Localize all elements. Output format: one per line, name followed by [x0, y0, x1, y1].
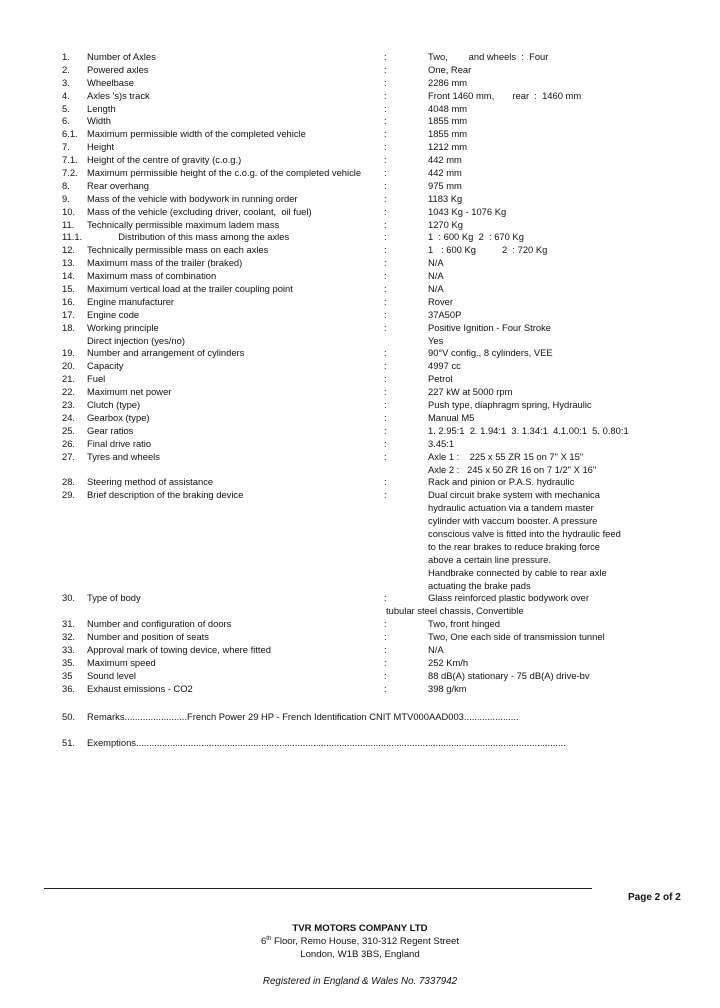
- spec-value: Axle 2 : 245 x 50 ZR 16 on 7 1/2" X 16": [428, 463, 597, 475]
- spec-row: [62, 580, 702, 593]
- remarks-number: 50.: [62, 711, 76, 722]
- spec-number: 3.: [62, 76, 70, 88]
- spec-colon: :: [384, 321, 387, 333]
- spec-colon: :: [384, 347, 387, 359]
- spec-value: cylinder with vaccum booster. A pressure: [428, 515, 598, 527]
- spec-row: [62, 154, 702, 167]
- spec-colon: :: [384, 308, 387, 320]
- spec-number: 1.: [62, 51, 70, 62]
- spec-colon: :: [384, 192, 387, 204]
- spec-row: [62, 90, 702, 103]
- spec-colon: :: [384, 283, 387, 295]
- spec-number: 13.: [62, 257, 76, 269]
- spec-value: N/A: [428, 257, 444, 269]
- spec-value: 442 mm: [428, 154, 462, 166]
- spec-row: [62, 309, 702, 322]
- spec-row: [62, 141, 702, 154]
- spec-value: 975 mm: [428, 179, 462, 191]
- spec-colon: :: [384, 141, 387, 153]
- spec-colon: :: [384, 373, 387, 385]
- spec-number: 15.: [62, 283, 76, 295]
- spec-number: 23.: [62, 399, 76, 411]
- spec-label: Technically permissible mass on each axles: [87, 244, 269, 256]
- company-name: TVR MOTORS COMPANY LTD: [292, 923, 428, 934]
- spec-number: 6.: [62, 115, 70, 127]
- remarks-text: Remarks........................French Power 29 HP - French Identification CNIT MTV000AAD003.....................: [87, 711, 519, 722]
- spec-value: Rover: [428, 295, 454, 307]
- spec-value: 1855 mm: [428, 115, 468, 127]
- spec-value: N/A: [428, 283, 444, 295]
- spec-value: above a certain line pressure.: [428, 553, 551, 565]
- spec-row: [62, 64, 702, 77]
- spec-value: hydraulic actuation via a tandem master: [428, 502, 594, 514]
- spec-colon: :: [384, 76, 387, 88]
- spec-label: Clutch (type): [87, 399, 141, 411]
- exemptions-number: 51.: [62, 737, 76, 748]
- exemptions-text: Exemptions.....................................................................................................................................................................: [87, 737, 566, 748]
- spec-row: [62, 502, 702, 515]
- spec-number: 2.: [62, 63, 70, 75]
- spec-value: Manual M5: [428, 411, 475, 423]
- company-address-line2: London, W1B 3BS, England: [300, 949, 420, 960]
- spec-row: [62, 644, 702, 657]
- spec-row: [62, 476, 702, 489]
- spec-number: 16.: [62, 295, 76, 307]
- spec-row: [62, 115, 702, 128]
- spec-number: 7.2.: [62, 167, 78, 179]
- spec-row: [62, 180, 702, 193]
- spec-label: Height of the centre of gravity (c.o.g.): [87, 154, 242, 166]
- spec-colon: :: [384, 386, 387, 398]
- spec-value: Handbrake connected by cable to rear axle: [428, 566, 607, 578]
- spec-number: 11.1.: [62, 231, 83, 243]
- spec-colon: :: [384, 489, 387, 501]
- spec-value: 1855 mm: [428, 128, 468, 140]
- spec-label: Number and arrangement of cylinders: [87, 347, 245, 359]
- spec-label: Mass of the vehicle (excluding driver, coolant, oil fuel): [87, 205, 312, 217]
- spec-label: Number and position of seats: [87, 631, 209, 643]
- spec-number: 35: [62, 669, 73, 681]
- spec-value: 1. 2.95:1 2. 1.94:1 3. 1.34:1 4.1.00:1 5. 0.80:1: [428, 424, 629, 436]
- spec-number: 33.: [62, 643, 76, 655]
- spec-colon: :: [384, 63, 387, 75]
- spec-number: 20.: [62, 360, 76, 372]
- spec-value: 1043 Kg - 1076 Kg: [428, 205, 507, 217]
- spec-row: [62, 528, 702, 541]
- spec-label: Maximum mass of combination: [87, 270, 217, 282]
- spec-label: Approval mark of towing device, where fitted: [87, 643, 271, 655]
- spec-label: Type of body: [87, 592, 141, 604]
- spec-number: 21.: [62, 373, 76, 385]
- spec-colon: :: [384, 360, 387, 372]
- spec-value: One, Rear: [428, 63, 472, 75]
- spec-row: [62, 515, 702, 528]
- spec-label: Rear overhang: [87, 179, 150, 191]
- spec-label: Engine manufacturer: [87, 295, 175, 307]
- spec-row: [62, 335, 702, 348]
- spec-number: 4.: [62, 89, 70, 101]
- spec-label: Wheelbase: [87, 76, 134, 88]
- spec-row: [62, 283, 702, 296]
- spec-label: Exhaust emissions - CO2: [87, 682, 193, 694]
- spec-number: 32.: [62, 631, 76, 643]
- spec-colon: :: [384, 669, 387, 681]
- spec-colon: :: [384, 257, 387, 269]
- spec-row: [62, 631, 702, 644]
- floor-number: 6: [260, 936, 267, 947]
- spec-value: Two, One each side of transmission tunnel: [428, 631, 605, 643]
- spec-label: Mass of the vehicle with bodywork in running order: [87, 192, 298, 204]
- spec-number: 9.: [62, 192, 70, 204]
- spec-row: [62, 257, 702, 270]
- spec-row: [62, 554, 702, 567]
- spec-row: [62, 270, 702, 283]
- address-rest: Floor, Remo House, 310-312 Regent Street: [271, 936, 460, 947]
- spec-value: Push type, diaphragm spring, Hydraulic: [428, 399, 592, 411]
- spec-value: 4048 mm: [428, 102, 468, 114]
- spec-colon: :: [384, 51, 387, 62]
- spec-colon: :: [384, 399, 387, 411]
- company-address-line1: [0, 936, 720, 947]
- spec-row: [62, 541, 702, 554]
- spec-table: [62, 51, 702, 696]
- spec-label: Capacity: [87, 360, 124, 372]
- spec-value: 4997 cc: [428, 360, 461, 372]
- floor-suffix: th: [266, 935, 272, 942]
- spec-row: [62, 592, 702, 605]
- spec-number: 11.: [62, 218, 75, 230]
- spec-number: 35.: [62, 656, 76, 668]
- spec-label: Direct injection (yes/no): [87, 334, 185, 346]
- spec-number: 7.1.: [62, 154, 78, 166]
- spec-value: 1 : 600 Kg 2 : 720 Kg: [428, 244, 548, 256]
- spec-row: [62, 683, 702, 696]
- spec-colon: :: [384, 115, 387, 127]
- spec-row: [62, 167, 702, 180]
- spec-number: 31.: [62, 618, 76, 630]
- spec-row: [62, 373, 702, 386]
- spec-number: 29.: [62, 489, 76, 501]
- spec-colon: :: [384, 179, 387, 191]
- spec-value: N/A: [428, 643, 444, 655]
- spec-value: 442 mm: [428, 167, 462, 179]
- spec-row: [62, 438, 702, 451]
- spec-row: [62, 657, 702, 670]
- spec-number: 8.: [62, 179, 70, 191]
- spec-value: 1183 Kg: [428, 192, 463, 204]
- spec-value: Axle 1 : 225 x 55 ZR 15 on 7" X 15": [428, 450, 584, 462]
- spec-value: 37A50P: [428, 308, 462, 320]
- spec-label: Maximum net power: [87, 386, 172, 398]
- spec-label: Gear ratios: [87, 424, 134, 436]
- spec-value: 1 : 600 Kg 2 : 670 Kg: [428, 231, 524, 243]
- spec-number: 26.: [62, 437, 76, 449]
- spec-colon: :: [384, 244, 387, 256]
- spec-colon: :: [384, 592, 387, 604]
- spec-label: Fuel: [87, 373, 106, 385]
- spec-value: 398 g/km: [428, 682, 467, 694]
- spec-row: [62, 347, 702, 360]
- spec-number: 19.: [62, 347, 76, 359]
- spec-value: 1270 Kg: [428, 218, 463, 230]
- spec-row: [62, 103, 702, 116]
- spec-label: Width: [87, 115, 111, 127]
- spec-colon: :: [384, 656, 387, 668]
- spec-label: Maximum speed: [87, 656, 156, 668]
- spec-value: 1212 mm: [428, 141, 468, 153]
- spec-row: [62, 412, 702, 425]
- spec-row: [62, 399, 702, 412]
- spec-value: 3.45:1: [428, 437, 455, 449]
- spec-colon: :: [384, 682, 387, 694]
- spec-label: Powered axles: [87, 63, 149, 75]
- spec-colon: :: [384, 295, 387, 307]
- spec-colon: :: [384, 102, 387, 114]
- spec-value: Two, front hinged: [428, 618, 500, 630]
- spec-number: 30.: [62, 592, 76, 604]
- spec-value: 90°V config., 8 cylinders, VEE: [428, 347, 553, 359]
- spec-row: [62, 193, 702, 206]
- spec-label: Brief description of the braking device: [87, 489, 244, 501]
- spec-label: Axles 's)s track: [87, 89, 150, 101]
- spec-value: Dual circuit brake system with mechanica: [428, 489, 600, 501]
- spec-colon: :: [384, 218, 387, 230]
- spec-colon: :: [384, 128, 387, 140]
- spec-label: Technically permissible maximum ladem mass: [87, 218, 280, 230]
- spec-label: Steering method of assistance: [87, 476, 214, 488]
- spec-colon: :: [384, 167, 387, 179]
- spec-number: 27.: [62, 450, 76, 462]
- spec-row: [62, 206, 702, 219]
- spec-label: Final drive ratio: [87, 437, 152, 449]
- spec-row: [62, 244, 702, 257]
- spec-label: Maximum permissible width of the completed vehicle: [87, 128, 306, 140]
- spec-number: 18.: [62, 321, 76, 333]
- spec-row: [62, 451, 702, 464]
- spec-number: 22.: [62, 386, 76, 398]
- spec-row: [62, 425, 702, 438]
- spec-label: Working principle: [87, 321, 159, 333]
- spec-value: Front 1460 mm, rear : 1460 mm: [428, 89, 582, 101]
- spec-colon: :: [384, 270, 387, 282]
- spec-colon: :: [384, 450, 387, 462]
- spec-colon: :: [384, 205, 387, 217]
- page-number: Page 2 of 2: [628, 892, 681, 903]
- spec-colon: :: [384, 643, 387, 655]
- spec-colon: :: [384, 631, 387, 643]
- spec-value: 88 dB(A) stationary - 75 dB(A) drive-bv: [428, 669, 590, 681]
- spec-value: tubular steel chassis, Convertible: [386, 605, 524, 617]
- spec-row: [62, 231, 702, 244]
- spec-value: N/A: [428, 270, 444, 282]
- spec-value: Positive Ignition - Four Stroke: [428, 321, 551, 333]
- registration-note: Registered in England & Wales No. 7337942: [262, 976, 458, 987]
- spec-value: 227 kW at 5000 rpm: [428, 386, 513, 398]
- spec-row: [62, 670, 702, 683]
- spec-row: [62, 489, 702, 502]
- spec-number: 10.: [62, 205, 76, 217]
- spec-label: Tyres and wheels: [87, 450, 160, 462]
- spec-row: [62, 51, 702, 64]
- spec-value: conscious valve is fitted into the hydraulic feed: [428, 527, 621, 539]
- spec-colon: :: [384, 437, 387, 449]
- footer-divider: [44, 888, 592, 889]
- spec-row: [62, 567, 702, 580]
- spec-value: Rack and pinion or P.A.S. hydraulic: [428, 476, 575, 488]
- spec-number: 17.: [62, 308, 76, 320]
- spec-label: Maximum permissible height of the c.o.g. of the completed vehicle: [87, 167, 362, 179]
- spec-label: Maximum mass of the trailer (braked): [87, 257, 243, 269]
- spec-row: [62, 386, 702, 399]
- spec-number: 28.: [62, 476, 76, 488]
- spec-value: Yes: [428, 334, 444, 346]
- spec-label: Distribution of this mass among the axles: [87, 231, 290, 243]
- spec-colon: :: [384, 89, 387, 101]
- spec-number: 25.: [62, 424, 76, 436]
- spec-number: 6.1.: [62, 128, 78, 140]
- spec-label: Gearbox (type): [87, 411, 150, 423]
- spec-row: [62, 296, 702, 309]
- spec-label: Engine code: [87, 308, 140, 320]
- spec-number: 7.: [62, 141, 70, 153]
- spec-label: Maximum vertical load at the trailer coupling point: [87, 283, 293, 295]
- spec-value: 2286 mm: [428, 76, 468, 88]
- spec-colon: :: [384, 618, 387, 630]
- spec-value: 252 Km/h: [428, 656, 469, 668]
- spec-number: 24.: [62, 411, 76, 423]
- spec-row: [62, 77, 702, 90]
- spec-number: 12.: [62, 244, 76, 256]
- spec-row: [62, 464, 702, 477]
- spec-label: Sound level: [87, 669, 136, 681]
- spec-row: [62, 219, 702, 232]
- spec-value: Petrol: [428, 373, 453, 385]
- spec-row: [62, 128, 702, 141]
- spec-row: [62, 322, 702, 335]
- spec-number: 36.: [62, 682, 76, 694]
- spec-row: [62, 360, 702, 373]
- spec-colon: :: [384, 424, 387, 436]
- spec-label: Number of Axles: [87, 51, 156, 62]
- spec-row: [62, 618, 702, 631]
- spec-value: Glass reinforced plastic bodywork over: [428, 592, 590, 604]
- spec-number: 14.: [62, 270, 76, 282]
- spec-row: [62, 605, 702, 618]
- spec-colon: :: [384, 411, 387, 423]
- spec-label: Height: [87, 141, 115, 153]
- spec-colon: :: [384, 154, 387, 166]
- spec-colon: :: [384, 231, 387, 243]
- spec-value: to the rear brakes to reduce braking force: [428, 540, 600, 552]
- spec-number: 5.: [62, 102, 70, 114]
- spec-colon: :: [384, 476, 387, 488]
- spec-label: Length: [87, 102, 116, 114]
- spec-value: actuating the brake pads: [428, 579, 531, 591]
- spec-value: Two, and wheels : Four: [428, 51, 549, 62]
- spec-label: Number and configuration of doors: [87, 618, 232, 630]
